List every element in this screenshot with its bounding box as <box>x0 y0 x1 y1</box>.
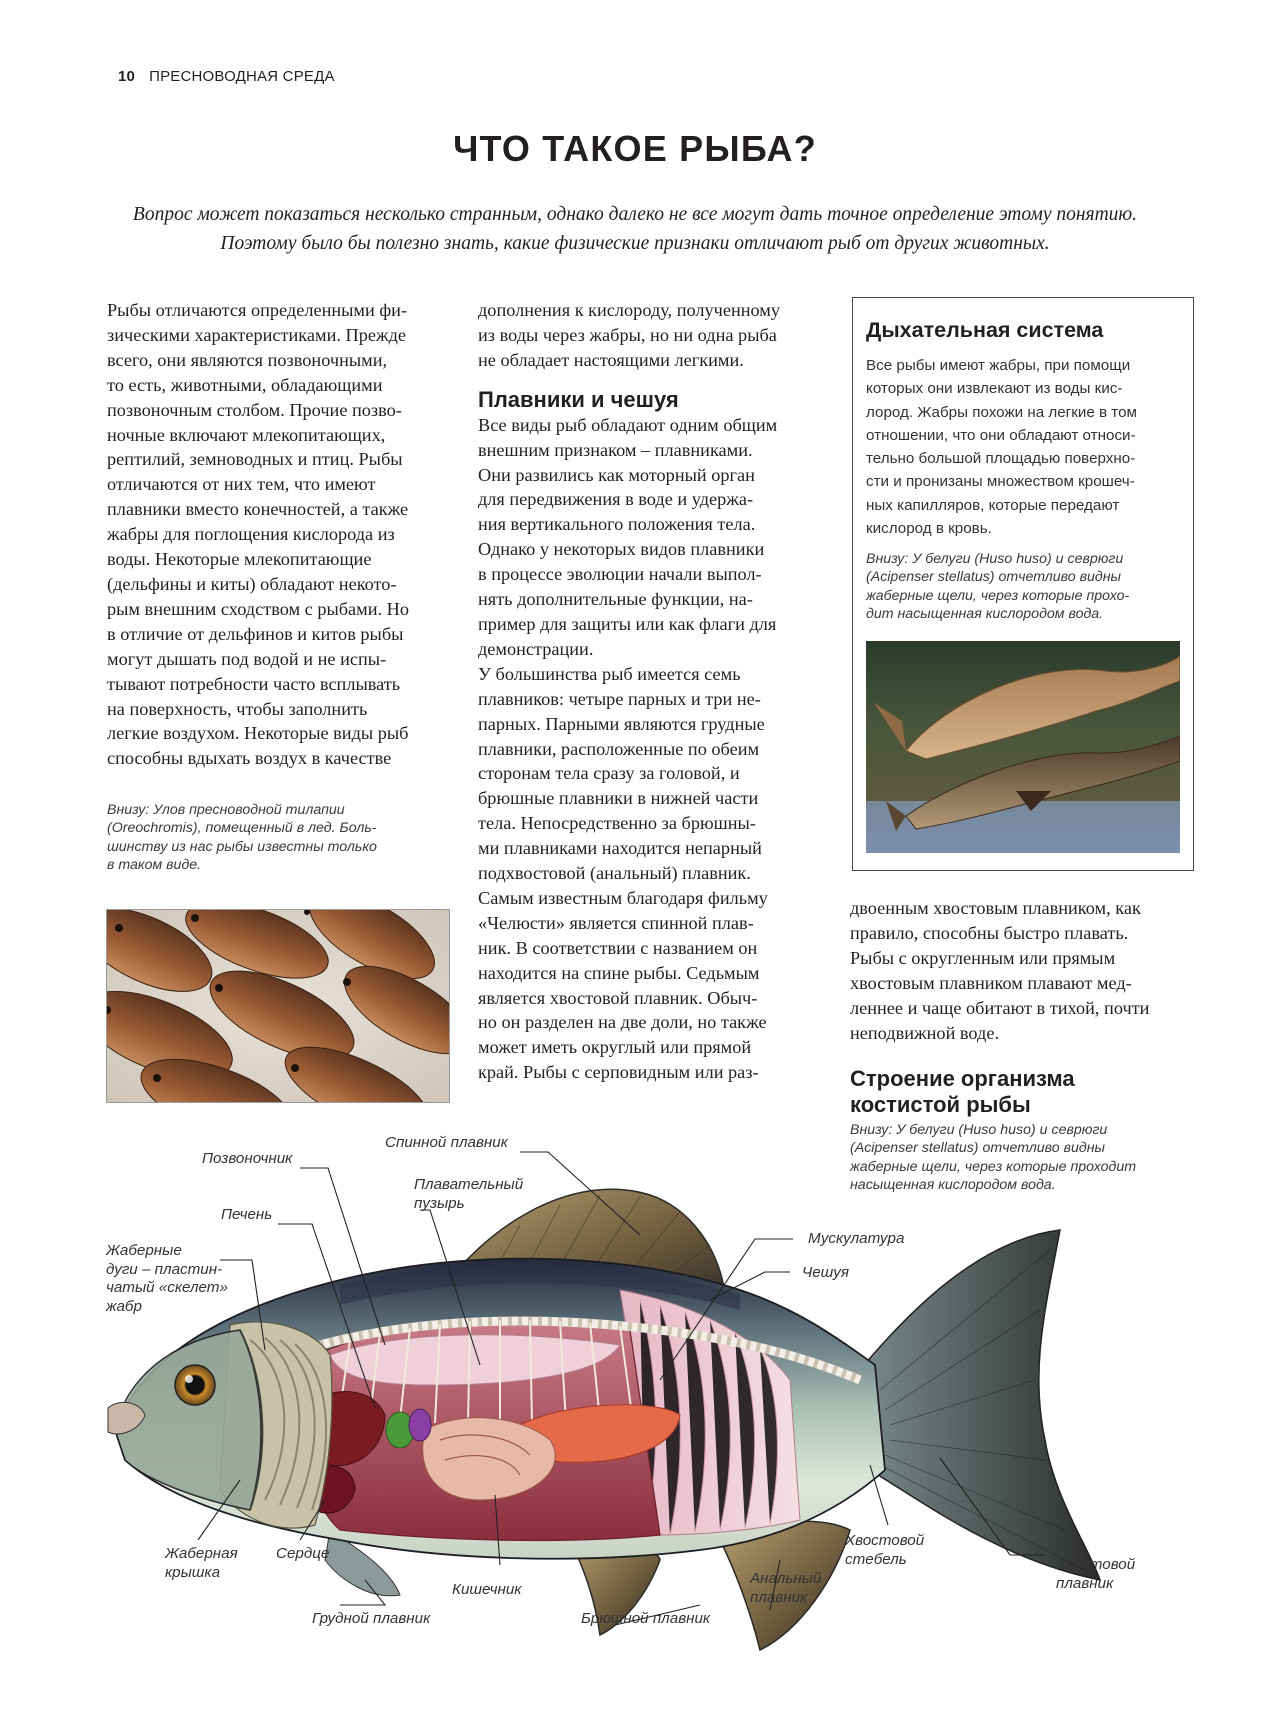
intro-paragraph <box>90 200 1180 258</box>
column-3-line: хвостовым плавником плавают мед- <box>850 972 1132 993</box>
label-pectoral-fin: Грудной плавник <box>312 1610 431 1627</box>
column-2-line: демонстрации. <box>478 638 594 659</box>
column-2-line: может иметь округлый или прямой <box>478 1037 752 1058</box>
structure-caption-line: насыщенная кислородом вода. <box>850 1177 1056 1194</box>
label-operculum: Жаберная крышка <box>165 1545 238 1581</box>
label-intestine: Кишечник <box>452 1581 522 1598</box>
column-1-line: зическими характеристиками. Прежде <box>107 324 407 345</box>
column-1-line: (дельфины и киты) обладают некото- <box>107 573 397 594</box>
respiratory-line: сти и пронизаны множеством крошеч- <box>866 473 1135 491</box>
label-heart: Сердце <box>276 1545 330 1562</box>
column-2-line: Однако у некоторых видов плавники <box>478 539 765 560</box>
column-1-line: в отличие от дельфинов и китов рыбы <box>107 623 404 644</box>
column-2-line: внешним признаком – плавниками. <box>478 439 753 460</box>
sturgeon-caption <box>866 550 1129 624</box>
label-swim-bladder: Плавательный пузырь <box>414 1176 524 1212</box>
column-1-line: плавники вместо конечностей, а также <box>107 499 409 520</box>
sturgeon-photo <box>866 641 1180 853</box>
respiratory-line: ных капилляров, которые передают <box>866 496 1120 514</box>
leader-caudal-peduncle <box>870 1465 888 1525</box>
column-1-line: позвоночным столбом. Прочие позво- <box>107 399 402 420</box>
respiratory-line: Все рыбы имеют жабры, при помощи <box>866 357 1131 374</box>
page-number: 10 <box>118 68 136 85</box>
column-2-line: Самым известным благодаря фильму <box>478 887 768 908</box>
sturgeon-caption-line: дит насыщенная кислородом вода. <box>866 606 1104 623</box>
leader-heart <box>300 1500 325 1540</box>
column-3-line: Рыбы с округленным или прямым <box>850 947 1116 968</box>
column-1-line: то есть, животными, обладающими <box>107 374 383 395</box>
respiratory-line: которых они извлекают из воды кис- <box>866 380 1123 398</box>
structure-heading <box>850 1066 1075 1118</box>
column-1-line: жабры для поглощения кислорода из <box>107 524 395 545</box>
column-1-line: на поверхность, чтобы заполнить <box>107 698 368 719</box>
respiratory-line: лород. Жабры похожи на легкие в том <box>866 403 1137 421</box>
respiratory-heading: Дыхательная система <box>866 318 1104 342</box>
column-3-line: неподвижной воде. <box>850 1022 1000 1043</box>
column-1-line: способны вдыхать воздух в качестве <box>107 748 392 769</box>
column-1-line: тывают потребности часто всплывать <box>107 673 401 694</box>
leader-pectoral-fin <box>340 1580 385 1605</box>
sturgeon-caption-line: жаберные щели, через которые прохо- <box>866 587 1130 604</box>
tilapia-caption-line: шинству из нас рыбы известны только <box>107 838 377 855</box>
column-2-line: дополнения к кислороду, полученному <box>478 300 781 320</box>
column-2-line: пример для защиты или как флаги для <box>478 613 777 634</box>
leader-intestine <box>495 1495 500 1565</box>
column-1-line: ночные включают млекопитающих, <box>107 424 386 445</box>
column-2-line: Они развились как моторный орган <box>478 464 755 485</box>
column-2-line: плавников: четыре парных и три не- <box>478 688 761 709</box>
respiratory-line: кислород в кровь. <box>866 520 992 538</box>
column-2-line: тела. Непосредственно за брюшны- <box>478 813 756 834</box>
column-2-line: подхвостовой (анальный) плавник. <box>478 863 751 884</box>
leader-spine <box>300 1168 385 1345</box>
sturgeon-caption-line: Внизу: У белуги (Huso huso) и севрюги <box>866 551 1124 567</box>
column-2-line: но он разделен на две доли, но также <box>478 1012 767 1033</box>
label-gill-arches: Жаберные дуги – пластин- чатый «скелет» жабр <box>106 1242 228 1315</box>
leader-dorsal-fin <box>520 1152 640 1235</box>
column-3-text <box>850 896 1149 1045</box>
structure-caption-line: жаберные щели, через которые проходит <box>850 1158 1137 1175</box>
page-title: ЧТО ТАКОЕ РЫБА? <box>453 128 817 169</box>
respiratory-line: отношении, что они обладают относи- <box>866 426 1136 444</box>
column-2-text <box>478 298 780 1085</box>
column-1-line: легкие воздухом. Некоторые виды рыб <box>107 723 409 744</box>
respiratory-text <box>866 354 1137 540</box>
label-scales: Чешуя <box>802 1264 849 1281</box>
tilapia-photo <box>106 909 450 1103</box>
label-anal-fin: Анальный плавник <box>750 1570 822 1606</box>
column-2-line: парных. Парными являются грудные <box>478 713 765 734</box>
column-1-line: отличаются от них тем, что имеют <box>107 474 376 495</box>
column-1-line: всего, они являются позвоночными, <box>107 349 388 370</box>
leader-caudal-fin <box>940 1458 1045 1555</box>
tilapia-caption-line: Внизу: Улов пресноводной тилапии <box>107 802 345 818</box>
running-head <box>118 68 335 85</box>
column-2-line: Все виды рыб обладают одним общим <box>478 414 778 435</box>
column-1-line: Рыбы отличаются определенными фи- <box>107 300 408 320</box>
respiratory-sidebar <box>852 297 1194 871</box>
label-muscles: Мускулатура <box>808 1230 905 1247</box>
column-2-line: ми плавниками находится непарный <box>478 838 762 859</box>
leader-scales <box>710 1272 790 1300</box>
column-2-line: У большинства рыб имеется семь <box>478 663 741 684</box>
label-pelvic-fin: Брюшной плавник <box>581 1610 711 1627</box>
intro-line: Вопрос может показаться несколько странным, однако далеко не все могут дать точное определение этому понятию. <box>132 204 1138 225</box>
column-2-line: плавники, расположенные по обеим <box>478 738 760 759</box>
column-2-line: край. Рыбы с серповидным или раз- <box>478 1062 759 1083</box>
intro-line: Поэтому было бы полезно знать, какие физические признаки отличают рыб от других животных. <box>220 233 1050 254</box>
tilapia-image <box>107 910 449 1102</box>
leader-operculum <box>198 1480 240 1540</box>
column-3-line: двоенным хвостовым плавником, как <box>850 898 1141 918</box>
label-caudal-peduncle: Хвостовой стебель <box>845 1532 925 1568</box>
column-2-line: нять дополнительные функции, на- <box>478 589 753 610</box>
column-1-text <box>107 298 409 771</box>
structure-caption-line: (Acipenser stellatus) отчетливо видны <box>850 1140 1105 1157</box>
tilapia-caption <box>107 801 377 875</box>
column-1-line: воды. Некоторые млекопитающие <box>107 549 372 570</box>
column-2-line: для передвижения в воде и удержа- <box>478 489 754 510</box>
label-caudal-fin: Хвостовой плавник <box>1056 1556 1136 1592</box>
column-1-line: могут дышать под водой и не испы- <box>107 648 387 669</box>
column-2-line: ния вертикального положения тела. <box>478 514 756 535</box>
leader-muscles <box>660 1239 793 1380</box>
sturgeon-image <box>866 641 1180 853</box>
fish-anatomy-diagram <box>100 1134 1190 1690</box>
column-1-line: рептилий, земноводных и птиц. Рыбы <box>107 449 403 470</box>
label-dorsal-fin: Спинной плавник <box>385 1134 508 1151</box>
fins-heading: Плавники и чешуя <box>478 386 679 412</box>
structure-heading-line: Строение организма <box>850 1066 1075 1091</box>
structure-heading-line: костистой рыбы <box>850 1092 1031 1117</box>
column-3-line: леннее и чаще обитают в тихой, почти <box>850 997 1150 1018</box>
column-2-line: «Челюсти» является спинной плав- <box>478 912 754 933</box>
section-title: ПРЕСНОВОДНАЯ СРЕДА <box>149 68 335 85</box>
respiratory-line: тельно большой площадью поверхно- <box>866 450 1136 468</box>
column-2-line: из воды через жабры, но ни одна рыба <box>478 324 777 345</box>
tilapia-caption-line: (Oreochromis), помещенный в лед. Боль- <box>107 820 377 837</box>
column-2-line: сторонам тела сразу за головой, и <box>478 763 740 784</box>
column-2-line: находится на спине рыбы. Седьмым <box>478 962 760 983</box>
leader-swim-bladder <box>420 1210 480 1365</box>
column-3-line: правило, способны быстро плавать. <box>850 922 1129 943</box>
tilapia-caption-line: в таком виде. <box>107 857 202 874</box>
column-2-line: в процессе эволюции начали выпол- <box>478 564 762 585</box>
column-2-line: ник. В соответствии с названием он <box>478 937 758 958</box>
label-liver: Печень <box>221 1206 273 1223</box>
column-2-line: является хвостовой плавник. Обыч- <box>478 987 758 1008</box>
label-spine: Позвоночник <box>202 1150 293 1167</box>
sturgeon-caption-line: (Acipenser stellatus) отчетливо видны <box>866 569 1121 586</box>
structure-caption-line: Внизу: У белуги (Huso huso) и севрюги <box>850 1122 1108 1138</box>
column-2-line: не обладает настоящими легкими. <box>478 349 744 370</box>
column-1-line: рым внешним сходством с рыбами. Но <box>107 598 410 619</box>
column-2-line: брюшные плавники в нижней части <box>478 788 759 809</box>
leader-liver <box>278 1224 375 1408</box>
